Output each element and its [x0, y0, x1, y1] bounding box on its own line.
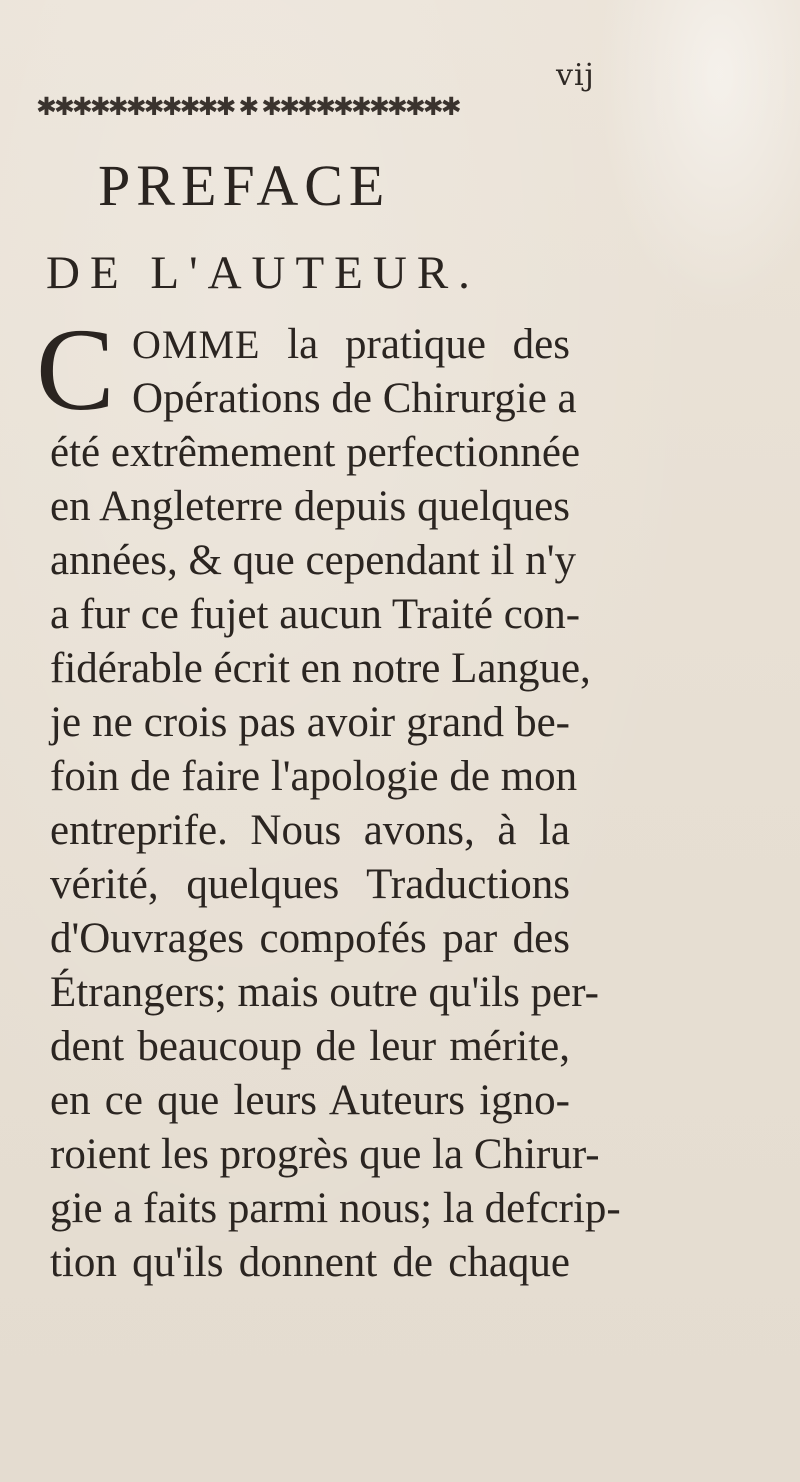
ornament-border: ✱✱✱✱✱✱✱✱✱✱✱ ✱ ✱✱✱✱✱✱✱✱✱✱✱ [36, 92, 459, 121]
text-line: Étrangers; mais outre qu'ils per- [50, 969, 600, 1016]
text-line: dent beaucoup de leur mérite, [50, 1023, 570, 1070]
text-line: roient les progrès que la Chirur- [50, 1131, 600, 1178]
text-line: années, & que cependant il n'y [50, 537, 576, 584]
text-line: d'Ouvrages compofés par des [50, 915, 570, 962]
text-line: Opérations de Chirurgie a [132, 375, 577, 422]
body-text [50, 318, 621, 1290]
text-line: vérité, quelques Traductions [50, 861, 570, 908]
text-line: entreprife. Nous avons, à la [50, 807, 570, 854]
text-line: tion qu'ils donnent de chaque [50, 1239, 570, 1286]
text-line: a fur ce fujet aucun Traité con- [50, 591, 581, 638]
first-word: OMME [132, 322, 261, 367]
text-line: foin de faire l'apologie de mon [50, 753, 578, 800]
page-number: vij [556, 58, 595, 93]
page-subtitle: DE L'AUTEUR. [46, 247, 480, 299]
first-line-rest: la pratique des [260, 321, 570, 368]
drop-cap: C [36, 304, 115, 435]
text-line: été extrêmement perfectionnée [50, 429, 581, 476]
text-line: en Angleterre depuis quelques [50, 483, 570, 530]
page-title: PREFACE [98, 153, 391, 218]
text-line: gie a faits parmi nous; la defcrip- [50, 1185, 621, 1232]
text-line: fidérable écrit en notre Langue, [50, 645, 591, 692]
text-line: en ce que leurs Auteurs igno- [50, 1077, 570, 1124]
text-line-1 [50, 318, 570, 372]
text-line: je ne crois pas avoir grand be- [50, 699, 570, 746]
